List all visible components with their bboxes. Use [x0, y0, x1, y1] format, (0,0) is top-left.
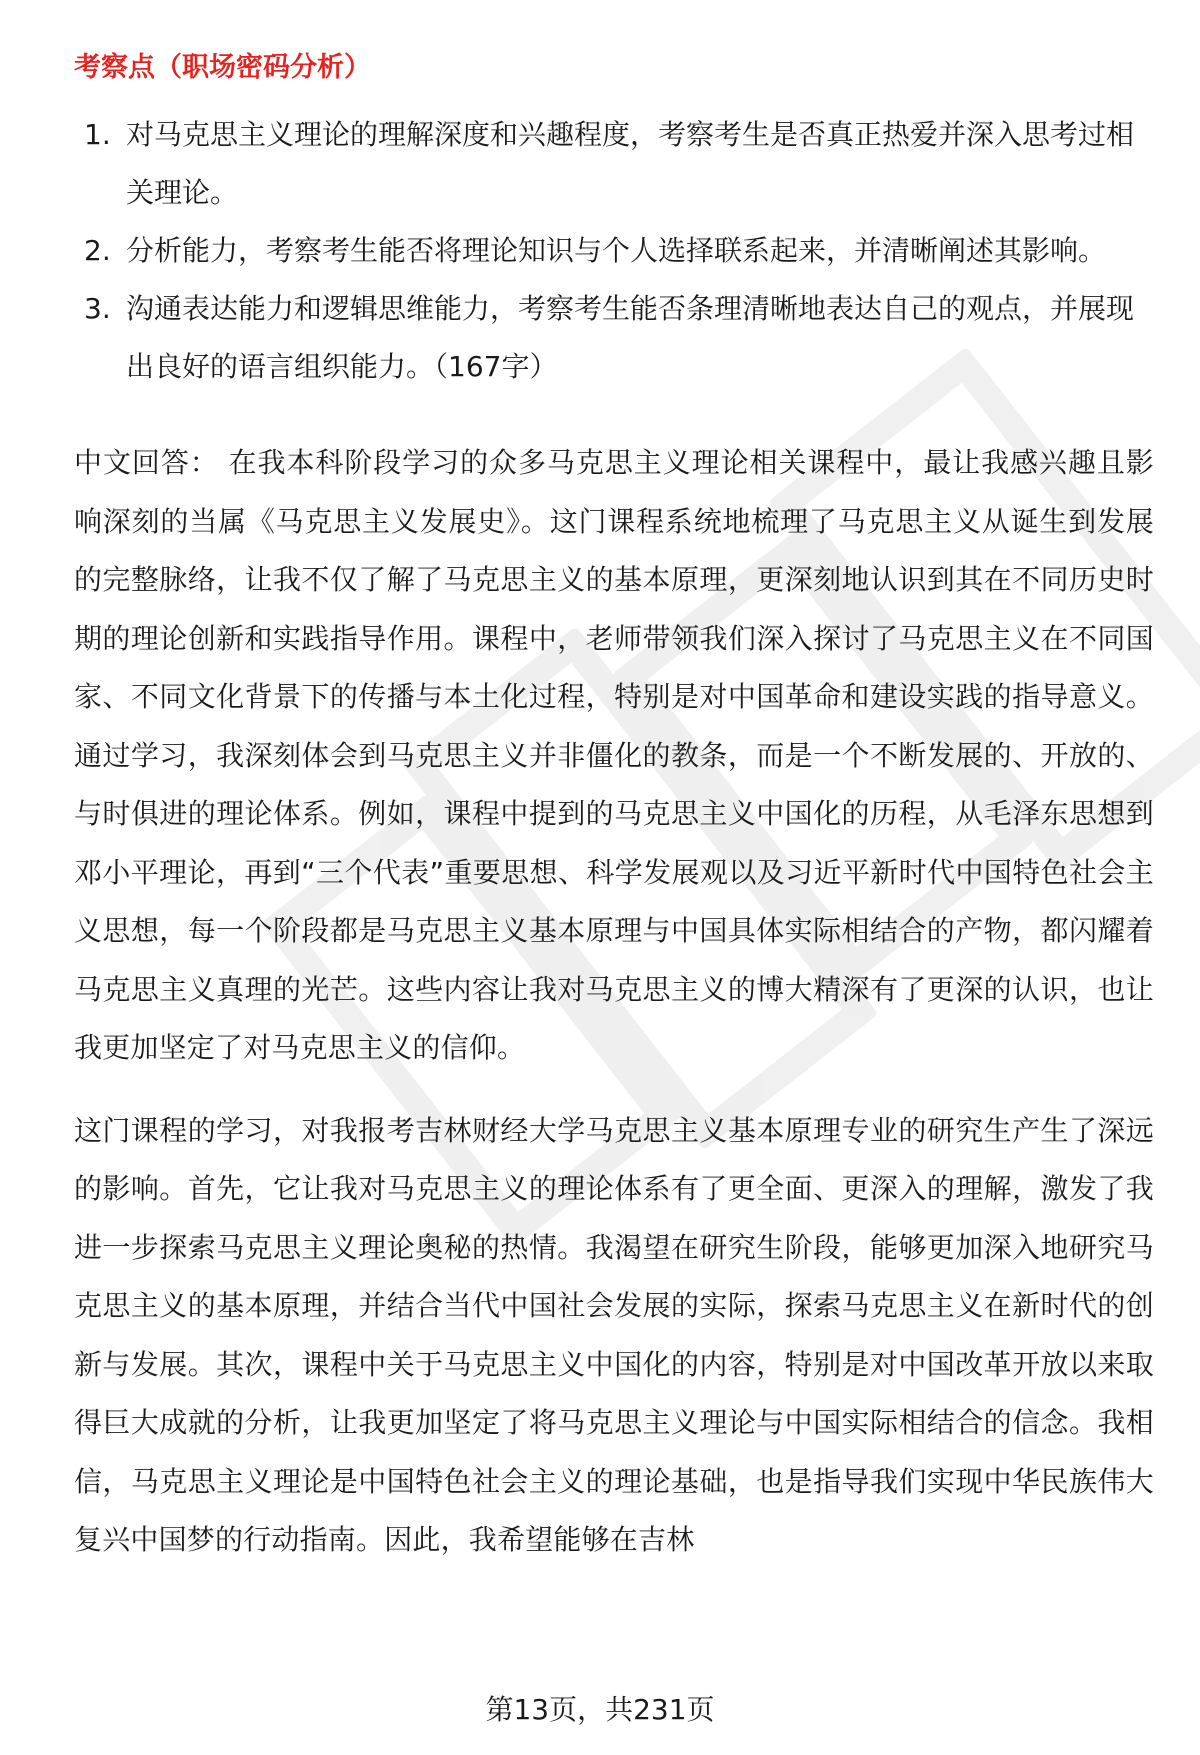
list-item-number: 1.: [84, 118, 111, 151]
answer-paragraph-1: 中文回答： 在我本科阶段学习的众多马克思主义理论相关课程中，最让我感兴趣且影响深刻的当属《马克思主义发展史》。这门课程系统地梳理了马克思主义从诞生到发展的完整脉络，让我不仅了解了马克思主义的基本原理，更深刻地认识到其在不同历史时期的理论创新和实践指导作用。课程中，老师带领我们深入探讨了马克思主义在不同国家、不同文化背景下的传播与本土化过程，特别是对中国革命和建设实践的指导意义。通过学习，我深刻体会到马克思主义并非僵化的教条，而是一个不断发展的、开放的、与时俱进的理论体系。例如，课程中提到的马克思主义中国化的历程，从毛泽东思想到邓小平理论，再到“三个代表”重要思想、科学发展观以及习近平新时代中国特色社会主义思想，每一个阶段都是马克思主义基本原理与中国具体实际相结合的产物，都闪耀着马克思主义真理的光芒。这些内容让我对马克思主义的博大精深有了更深的认识，也让我更加坚定了对马克思主义的信仰。: [74, 446, 1154, 1064]
answer-paragraph-2: 这门课程的学习，对我报考吉林财经大学马克思主义基本原理专业的研究生产生了深远的影响。首先，它让我对马克思主义的理论体系有了更全面、更深入的理解，激发了我进一步探索马克思主义理论奥秘的热情。我渴望在研究生阶段，能够更加深入地研究马克思主义的基本原理，并结合当代中国社会发展的实际，探索马克思主义在新时代的创新与发展。其次，课程中关于马克思主义中国化的内容，特别是对中国改革开放以来取得巨大成就的分析，让我更加坚定了将马克思主义理论与中国实际相结合的信念。我相信，马克思主义理论是中国特色社会主义的理论基础，也是指导我们实现中华民族伟大复兴中国梦的行动指南。因此，我希望能够在吉林: [74, 1113, 1154, 1556]
list-item-text: 对马克思主义理论的理解深度和兴趣程度，考察考生是否真正热爱并深入思考过相关理论。: [126, 118, 1135, 209]
list-item-text: 沟通表达能力和逻辑思维能力，考察考生能否条理清晰地表达自己的观点，并展现出良好的语言组织能力。（167字）: [126, 292, 1135, 383]
page-number: 第13页，共231页: [485, 1693, 715, 1726]
list-item-number: 3.: [84, 292, 111, 325]
list-item-text: 分析能力，考察考生能否将理论知识与个人选择联系起来，并清晰阐述其影响。: [126, 234, 1107, 267]
assessment-points-list: [74, 106, 1154, 396]
list-item: [74, 106, 1154, 222]
document-body: [74, 48, 1154, 1594]
list-item: [74, 280, 1154, 396]
list-item: [74, 222, 1154, 280]
section-title: 考察点（职场密码分析）: [74, 52, 371, 83]
list-item-number: 2.: [84, 234, 111, 267]
